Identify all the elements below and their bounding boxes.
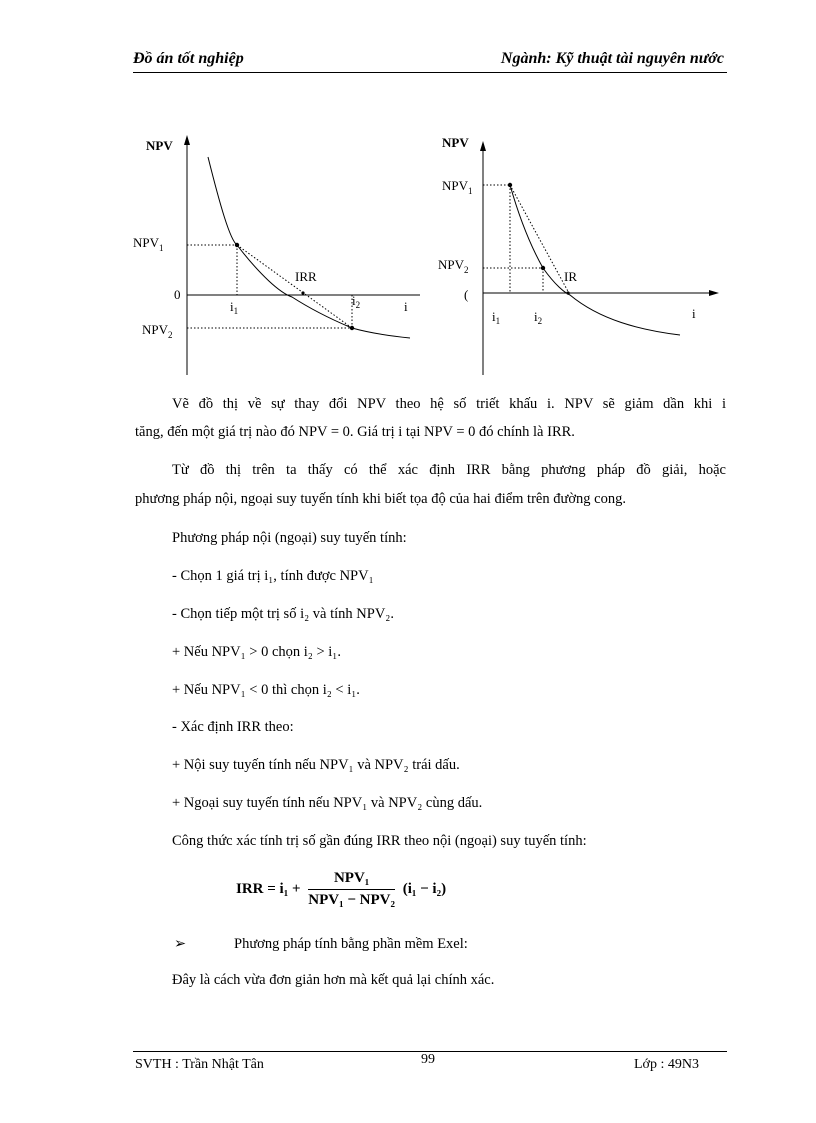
right-x-arrow <box>709 290 719 296</box>
right-npv1-label: $NPV_1$ <box>442 178 473 196</box>
right-i1-label: $i_1$ <box>492 309 501 326</box>
step-choose-i1: - Chọn 1 giá trị i₁, tính được NPV₁ <box>172 568 374 584</box>
rule-npv1-positive: + Nếu NPV₁ > 0 chọn i₂ > i₁. <box>172 644 341 660</box>
formula-rhs: (i₁ − i₂) <box>402 880 447 897</box>
rule-interpolation: + Nội suy tuyến tính nếu NPV₁ và NPV₂ trái dấu. <box>172 757 460 773</box>
method-heading: Phương pháp nội (ngoại) suy tuyến tính: <box>172 530 407 546</box>
right-x-label: i <box>692 306 696 321</box>
right-zero-label: ( <box>464 287 469 302</box>
paragraph-2-line-2: phương pháp nội, ngoại suy tuyến tính khi biết tọa độ của hai điểm trên đường cong. <box>135 491 626 507</box>
header-right: Ngành: Kỹ thuật tài nguyên nước <box>500 50 724 67</box>
right-y-label: NPV <box>442 135 469 150</box>
left-npv1-label: $NPV_1$ <box>133 235 164 253</box>
right-y-arrow <box>480 141 486 151</box>
irr-formula <box>236 870 446 909</box>
left-y-arrow <box>184 135 190 145</box>
header-rule <box>133 72 727 73</box>
right-npv2-label: $NPV_2$ <box>438 257 469 275</box>
left-chord <box>237 245 352 328</box>
formula-denominator: NPV₁ − NPV₂ <box>308 892 395 908</box>
graph-left <box>120 125 420 380</box>
right-i2-label: $i_2$ <box>534 309 543 326</box>
left-x-label: i <box>404 299 408 314</box>
header-left: Đồ án tốt nghiệp <box>133 50 244 67</box>
left-i1-label: $i_1$ <box>230 299 239 316</box>
bullet-arrow-icon: ➢ <box>174 936 187 952</box>
right-point-2 <box>541 266 545 270</box>
formula-fraction <box>308 870 395 909</box>
formula-numerator: NPV₁ <box>308 870 395 890</box>
left-irr-label: IRR <box>295 269 317 284</box>
footer-student: SVTH : Trần Nhật Tân <box>135 1057 264 1072</box>
right-chord <box>510 185 570 295</box>
left-y-label: NPV <box>146 138 173 153</box>
closing-sentence: Đây là cách vừa đơn giản hơn mà kết quả lại chính xác. <box>172 972 495 988</box>
left-npv-curve <box>208 157 410 338</box>
right-point-1 <box>508 183 512 187</box>
left-i2-label: $i_2$ <box>352 293 361 310</box>
step-choose-i2: - Chọn tiếp một trị số i₂ và tính NPV₂. <box>172 606 394 622</box>
graph-right <box>430 125 725 380</box>
formula-intro: Công thức xác tính trị số gần đúng IRR theo nội (ngoại) suy tuyến tính: <box>172 833 587 849</box>
right-irr-point <box>566 291 569 294</box>
rule-extrapolation: + Ngoại suy tuyến tính nếu NPV₁ và NPV₂ cùng dấu. <box>172 795 483 811</box>
rule-npv1-negative: + Nếu NPV₁ < 0 thì chọn i₂ < i₁. <box>172 682 360 698</box>
left-point-2 <box>350 326 354 330</box>
left-irr-point <box>301 291 304 294</box>
paragraph-1-line-2: tăng, đến một giá trị nào đó NPV = 0. Giá trị i tại NPV = 0 đó chính là IRR. <box>135 424 575 440</box>
page-number: 99 <box>421 1052 435 1067</box>
right-irr-label: IR <box>564 269 577 284</box>
footer-class: Lớp : 49N3 <box>634 1057 699 1072</box>
left-npv2-label: $NPV_2$ <box>142 322 173 340</box>
excel-method: Phương pháp tính bằng phần mềm Exel: <box>234 936 468 952</box>
formula-lhs: IRR = i₁ + <box>236 880 301 897</box>
left-zero-label: 0 <box>174 287 181 302</box>
step-determine-irr: - Xác định IRR theo: <box>172 719 294 735</box>
paragraph-2-line-1: Từ đồ thị trên ta thấy có thể xác định IRR bằng phương pháp đồ giải, hoặc <box>172 462 726 478</box>
paragraph-1-line-1: Vẽ đồ thị về sự thay đổi NPV theo hệ số triết khấu i. NPV sẽ giảm dần khi i <box>172 396 726 412</box>
left-point-1 <box>235 243 239 247</box>
